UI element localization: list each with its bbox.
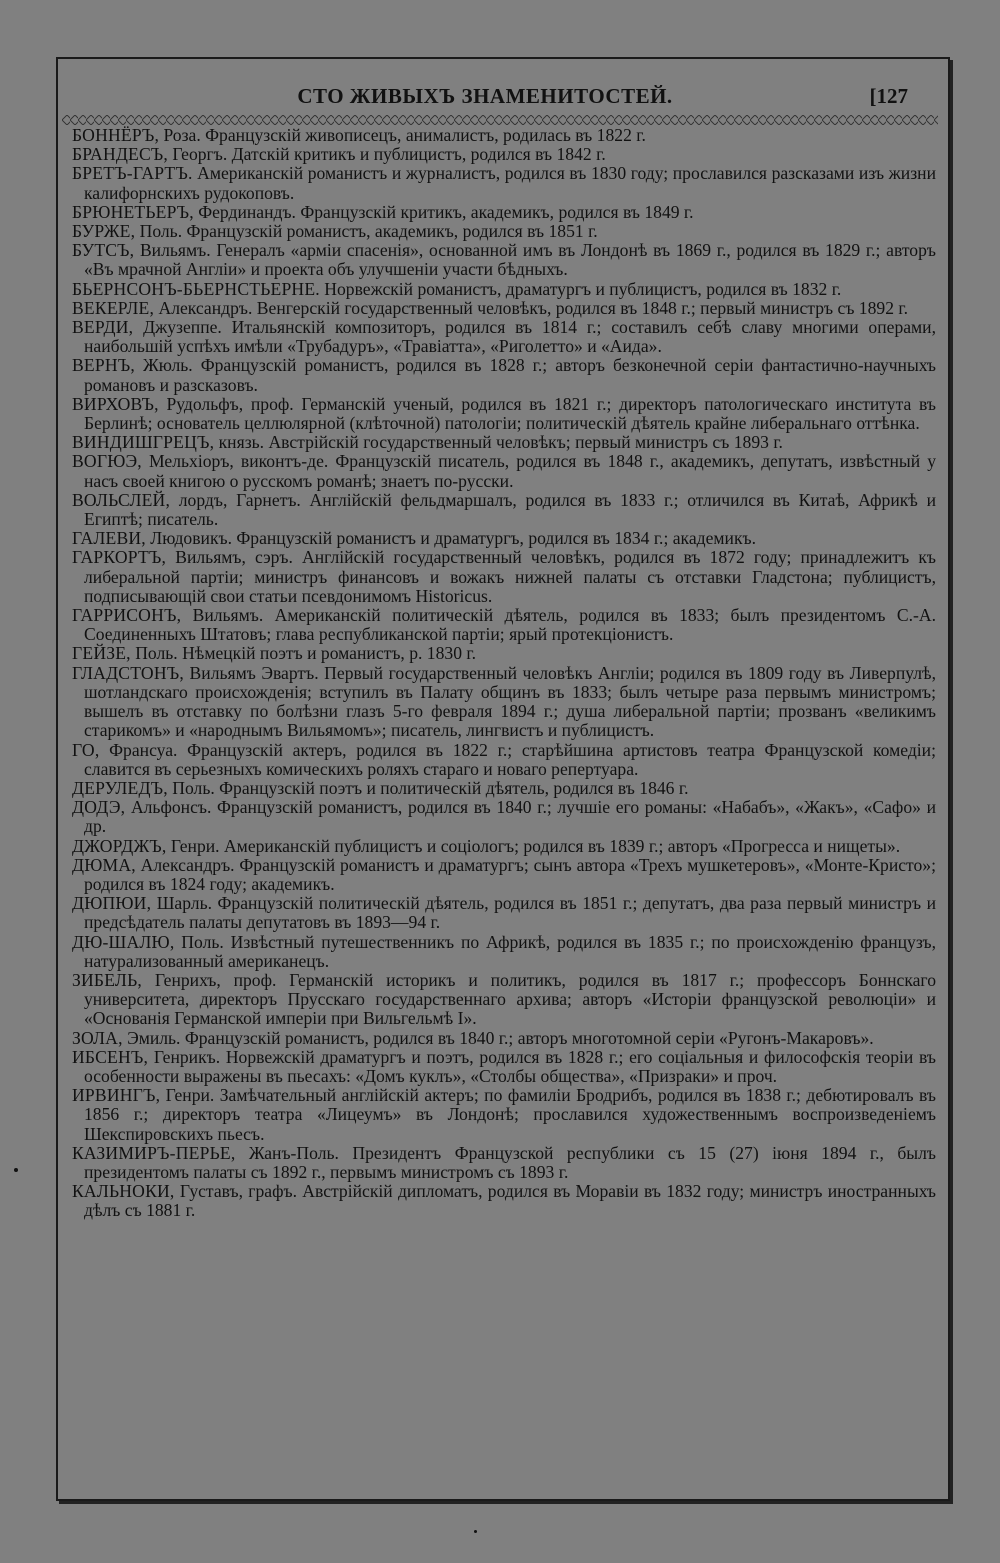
entry-name: БРАНДЕСЪ, (72, 144, 168, 165)
entry-name: БРЮНЕТЬЕРЪ, (72, 201, 194, 222)
entry-name: ИБСЕНЪ, (72, 1046, 149, 1067)
biography-entry (72, 1048, 936, 1086)
biography-entry (72, 1144, 936, 1182)
entry-name: БУРЖЕ, (72, 221, 136, 242)
entry-text: Жанъ-Поль. Президентъ Французской республики съ 15 (27) іюня 1894 г., былъ президентомъ палаты съ 1892 г., первымъ министромъ съ 1893 г. (84, 1142, 936, 1182)
entry-text: Георгъ. Датскій критикъ и публицистъ, родился въ 1842 г. (167, 144, 606, 165)
entry-text: Александръ. Венгерскій государственный человѣкъ, родился въ 1848 г.; первый министръ съ 1892 г. (154, 297, 909, 318)
running-title: СТО ЖИВЫХЪ ЗНАМЕНИТОСТЕЙ. (297, 84, 673, 108)
biography-entry (72, 606, 936, 644)
entry-name: ГАРКОРТЪ, (72, 547, 167, 568)
entry-name: ГО, (72, 739, 100, 760)
biography-entry (72, 548, 936, 606)
biography-entry (72, 779, 936, 798)
entry-text: Вильямъ. Генералъ «арміи спасенія», основанной имъ въ Лондонѣ въ 1869 г., родился въ 1829 г.; авторъ «Въ мрачной Англіи» и проекта объ улучшеніи участи бѣдныхъ. (84, 240, 936, 280)
entry-text: Жюль. Французскій романистъ, родился въ 1828 г.; авторъ безконечной серіи фантастично-научныхъ романовъ и разсказовъ. (84, 355, 936, 395)
entry-name: ЗИБЕЛЬ, (72, 969, 142, 990)
entry-name: ИРВИНГЪ, (72, 1085, 161, 1106)
biography-entry (72, 452, 936, 490)
entry-text: Генрихъ, проф. Германскій историкъ и политикъ, родился въ 1817 г.; профессоръ Боннскаго университета, директоръ Прусскаго государственнаго архива; авторъ «Исторіи французской революціи» и «Основанія Германской имперіи при Вильгельмѣ I». (84, 969, 936, 1029)
biography-entry (72, 837, 936, 856)
biography-entry (72, 145, 936, 164)
biography-entry (72, 856, 936, 894)
entry-name: ДЖОРДЖЪ, (72, 835, 167, 856)
biography-entry (72, 491, 936, 529)
entry-name: ВОЛЬСЛЕЙ, (72, 489, 171, 510)
biography-entry (72, 1086, 936, 1144)
entry-text: Александръ. Французскій романистъ и драматургъ; сынъ автора «Трехъ мушкетеровъ», «Монте-Кристо»; родился въ 1824 году; академикъ. (84, 854, 936, 894)
entry-name: БУТСЪ, (72, 240, 135, 261)
entry-text: Альфонсъ. Французскій романистъ, родился въ 1840 г.; лучшіе его романы: «Набабъ», «Жакъ», «Сафо» и др. (84, 797, 936, 837)
stray-dot (14, 1168, 18, 1172)
biography-entry (72, 433, 936, 452)
entry-name: ГЕЙЗЕ, (72, 643, 131, 664)
entry-name: ВЕРНЪ, (72, 355, 135, 376)
biography-entry (72, 1182, 936, 1220)
entry-text: Мельхіоръ, виконтъ-де. Французскій писатель, родился въ 1848 г., академикъ, депутатъ, извѣстный у насъ своей книгою о русскомъ романѣ; знаетъ по-русски. (84, 451, 936, 491)
biography-entry (72, 280, 936, 299)
biography-entry (72, 395, 936, 433)
zigzag-ornament-rule (62, 115, 938, 125)
biography-entry (72, 1029, 936, 1048)
biography-entry (72, 241, 936, 279)
entry-text: Поль. Французскій поэтъ и политическій дѣятель, родился въ 1846 г. (167, 777, 689, 798)
entry-name: ВИНДИШГРЕЦЪ, (72, 432, 215, 453)
entry-name: БЬЕРНСОНЪ-БЬЕРНСТЬЕРНЕ. (72, 278, 320, 299)
entry-text: Вильямъ Эвартъ. Первый государственный человѣкъ Англіи; родился въ 1809 году въ Ливерпулѣ, шотландскаго происхожденія; вступилъ въ Палату общинъ въ 1833; былъ четыре раза первымъ министромъ; вышелъ въ отставку по болѣзни глазъ 5-го февраля 1894 г.; душа либеральной партіи; прозванъ «великимъ старикомъ» и «народнымъ Вильямомъ»; писатель, лингвистъ и публицистъ. (84, 662, 936, 741)
entry-text: Эмиль. Французскій романистъ, родился въ 1840 г.; авторъ многотомной серіи «Ругонъ-Макаровъ». (122, 1027, 874, 1048)
entry-name: ВИРХОВЪ, (72, 393, 159, 414)
biography-entry (72, 126, 936, 145)
entry-text: Рудольфъ, проф. Германскій ученый, родился въ 1821 г.; директоръ патологическаго института въ Берлинѣ; основатель целлюлярной (клѣточной) патологіи; политическій дѣятель крайне либеральнаго оттѣнка. (84, 393, 936, 434)
page-number: [127 (869, 84, 908, 108)
entry-text: Джузеппе. Итальянскій композиторъ, родился въ 1814 г.; составилъ себѣ славу многими операми, наибольшій успѣхъ имѣли «Трубадуръ», «Травіатта», «Риголетто» и «Аида». (84, 317, 936, 357)
entry-name: ВОГЮЭ, (72, 451, 142, 472)
entry-text: Вильямъ. Американскій политическій дѣятель, родился въ 1833; былъ президентомъ С.-А. Соединенныхъ Штатовъ; глава республиканской партіи; ярый протекціонистъ. (84, 605, 936, 645)
entry-name: ДЮ-ШАЛЮ, (72, 931, 175, 952)
biography-entry (72, 222, 936, 241)
entry-name: ДОДЭ, (72, 797, 126, 818)
entry-name: ГЛАДСТОНЪ, (72, 662, 184, 683)
biography-entry (72, 741, 936, 779)
biography-entry (72, 971, 936, 1029)
entry-text: Роза. Французскій живописецъ, анималистъ, родилась въ 1822 г. (159, 125, 646, 145)
entry-text: Поль. Французскій романистъ, академикъ, родился въ 1851 г. (135, 221, 598, 242)
entry-name: ЗОЛА, (72, 1027, 123, 1048)
entry-text: Поль. Нѣмецкій поэтъ и романистъ, р. 1830 г. (130, 643, 477, 664)
entry-name: БРЕТЪ-ГАРТЪ. (72, 163, 193, 184)
biography-entry (72, 933, 936, 971)
entry-text: Генрикъ. Норвежскій драматургъ и поэтъ, родился въ 1828 г.; его соціальныя и философскія теоріи въ особенности выражены въ пьесахъ: «Домъ куклъ», «Столбы общества», «Призраки» и проч. (84, 1046, 936, 1086)
stray-dot (474, 1530, 477, 1533)
page-header (60, 84, 910, 114)
entry-text: Людовикъ. Французскій романистъ и драматургъ, родился въ 1834 г.; академикъ. (145, 528, 756, 549)
biography-entry (72, 164, 936, 202)
biography-entry (72, 798, 936, 836)
entries-list (72, 126, 936, 1221)
entry-text: Фердинандъ. Французскій критикъ, академикъ, родился въ 1849 г. (193, 201, 694, 222)
entry-text: князь. Австрійскій государственный человѣкъ; первый министръ съ 1893 г. (214, 432, 783, 453)
biography-entry (72, 894, 936, 932)
entry-text: лордъ, Гарнетъ. Англійскій фельдмаршалъ, родился въ 1833 г.; отличился въ Китаѣ, Африкѣ и Египтѣ; писатель. (84, 489, 936, 530)
biography-entry (72, 644, 936, 663)
entry-name: КАЛЬНОКИ, (72, 1181, 175, 1202)
biography-entry (72, 203, 936, 222)
entry-name: ДЕРУЛЕДЪ, (72, 777, 168, 798)
entry-text: Американскій романистъ и журналистъ, родился въ 1830 году; прославился разсказами изъ жизни калифорнскихъ рудокоповъ. (84, 163, 936, 203)
entry-text: Вильямъ, сэръ. Англійскій государственный человѣкъ, родился въ 1872 году; принадлежитъ къ либеральной партіи; министръ финансовъ и вожакъ нижней палаты съ отставки Гладстона; публицистъ, подписывающій свои статьи псевдонимомъ Historicus. (84, 547, 936, 606)
entry-name: ДЮПЮИ, (72, 893, 152, 914)
entry-name: ВЕКЕРЛЕ, (72, 297, 155, 318)
entry-text: Генри. Американскій публицистъ и соціологъ; родился въ 1839 г.; авторъ «Прогресса и нищеты». (166, 835, 901, 856)
biography-entry (72, 356, 936, 394)
entry-text: Густавъ, графъ. Австрійскій дипломатъ, родился въ Моравіи въ 1832 году; министръ иностранныхъ дѣлъ съ 1881 г. (84, 1181, 936, 1221)
entry-text: Норвежскій романистъ, драматургъ и публицистъ, родился въ 1832 г. (319, 278, 842, 299)
entry-name: КАЗИМИРЪ-ПЕРЬЕ, (72, 1142, 236, 1163)
entry-text: Поль. Извѣстный путешественникъ по Африкѣ, родился въ 1835 г.; по происхожденію французъ, натурализованный американецъ. (84, 931, 936, 971)
entry-text: Франсуа. Французскій актеръ, родился въ 1822 г.; старѣйшина артистовъ театра Французской комедіи; славится въ серьезныхъ комическихъ роляхъ стараго и новаго репертуара. (84, 739, 936, 779)
entry-name: ВЕРДИ, (72, 317, 134, 338)
entry-name: БОННЁРЪ, (72, 125, 160, 145)
entry-text: Шарль. Французскій политическій дѣятель, родился въ 1851 г.; депутатъ, два раза первый министръ и предсѣдатель палаты депутатовъ въ 1893—94 г. (84, 893, 936, 933)
entry-text: Генри. Замѣчательный англійскій актеръ; по фамиліи Бродрибъ, родился въ 1838 г.; дебютировалъ въ 1856 г.; директоръ театра «Лицеумъ» въ Лондонѣ; прославился художественнымъ воспроизведеніемъ Шекспировскихъ пьесъ. (84, 1085, 936, 1144)
entry-name: ДЮМА, (72, 854, 136, 875)
biography-entry (72, 529, 936, 548)
entry-name: ГАЛЕВИ, (72, 528, 146, 549)
biography-entry (72, 664, 936, 741)
biography-entry (72, 299, 936, 318)
biography-entry (72, 318, 936, 356)
entry-name: ГАРРИСОНЪ, (72, 605, 182, 626)
